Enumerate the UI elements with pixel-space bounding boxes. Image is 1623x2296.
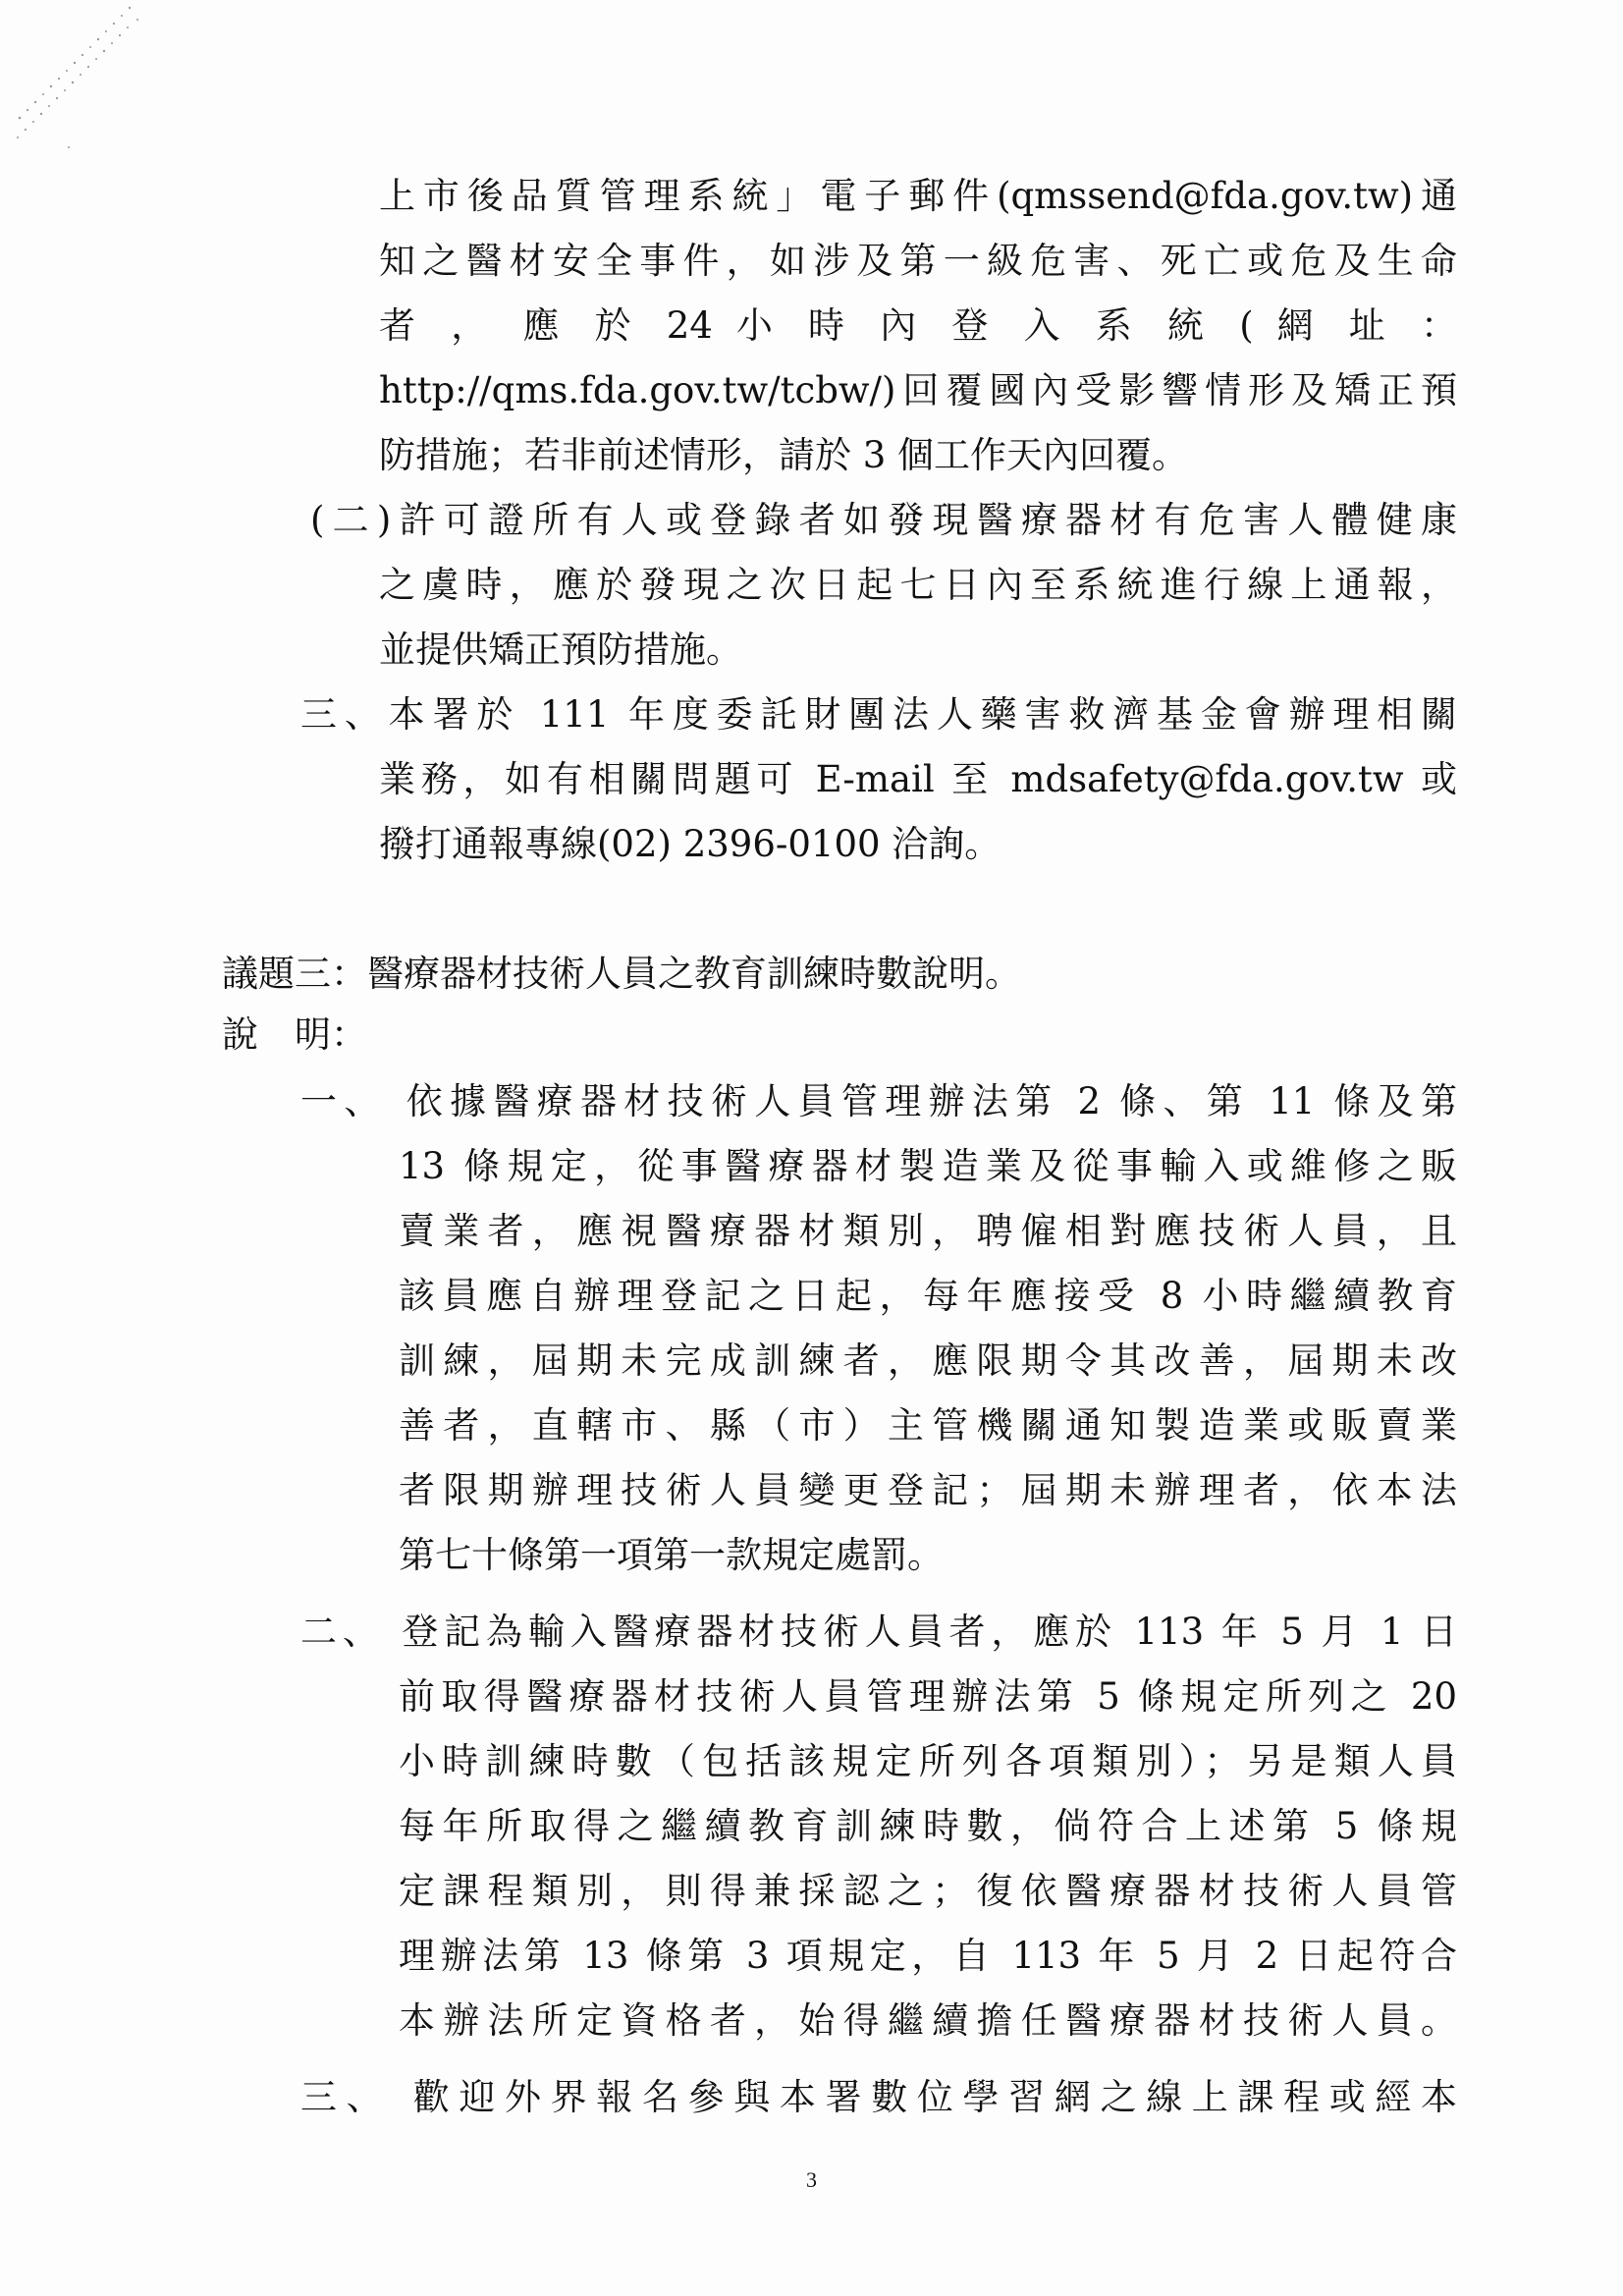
text-line: 者 ， 應 於 24 小 時 內 登 入 系 統 ( 網 址 ： (379, 304, 1457, 347)
text-line: 該員應自辦理登記之日起，每年應接受 8 小時繼續教育 (399, 1275, 1457, 1317)
text-line: 每年所取得之繼續教育訓練時數，倘符合上述第 5 條規 (399, 1805, 1457, 1847)
section-label: 說 明： (222, 1013, 367, 1056)
scan-artifact-icon (0, 0, 147, 157)
text-line: 三、本署於 111 年度委託財團法人藥害救濟基金會辦理相關 (300, 693, 1457, 736)
text-line: 小時訓練時數（包括該規定所列各項類別）；另是類人員 (399, 1740, 1457, 1782)
text-line: (二)許可證所有人或登錄者如發現醫療器材有危害人體健康 (310, 499, 1457, 541)
text-line: 定課程類別，則得兼採認之；復依醫療器材技術人員管 (399, 1870, 1457, 1912)
text-line: 第七十條第一項第一款規定處罰。 (399, 1534, 944, 1576)
text-line: 二、 登記為輸入醫療器材技術人員者，應於 113 年 5 月 1 日 (300, 1611, 1457, 1653)
text-line: 並提供矯正預防措施。 (379, 629, 742, 671)
text-line: 上市後品質管理系統」電子郵件(qmssend@fda.gov.tw)通 (379, 175, 1457, 217)
text-line: 前取得醫療器材技術人員管理辦法第 5 條規定所列之 20 (399, 1675, 1457, 1718)
text-line: 一、 依據醫療器材技術人員管理辦法第 2 條、第 11 條及第 (300, 1080, 1457, 1122)
text-line: http://qms.fda.gov.tw/tcbw/)回覆國內受影響情形及矯正預 (379, 369, 1457, 411)
text-line: 本辦法所定資格者，始得繼續擔任醫療器材技術人員。 (399, 1999, 1457, 2042)
text-line: 13 條規定，從事醫療器材製造業及從事輸入或維修之販 (399, 1145, 1457, 1187)
text-line: 業務，如有相關問題可 E-mail 至 mdsafety@fda.gov.tw 或 (379, 758, 1457, 800)
text-line: 知之醫材安全事件，如涉及第一級危害、死亡或危及生命 (379, 240, 1457, 282)
text-line: 防措施；若非前述情形，請於 3 個工作天內回覆。 (379, 434, 1189, 476)
text-line: 者限期辦理技術人員變更登記；屆期未辦理者，依本法 (399, 1469, 1457, 1511)
text-line: 訓練，屆期未完成訓練者，應限期令其改善，屆期未改 (399, 1339, 1457, 1382)
text-line: 之虞時，應於發現之次日起七日內至系統進行線上通報， (379, 564, 1457, 606)
section-heading: 議題三：醫療器材技術人員之教育訓練時數說明。 (222, 953, 1021, 995)
text-line: 三、 歡迎外界報名參與本署數位學習網之線上課程或經本 (300, 2076, 1457, 2118)
text-line: 善者，直轄市、縣（市）主管機關通知製造業或販賣業 (399, 1404, 1457, 1447)
text-line: 理辦法第 13 條第 3 項規定，自 113 年 5 月 2 日起符合 (399, 1935, 1457, 1977)
text-line: 賣業者，應視醫療器材類別，聘僱相對應技術人員，且 (399, 1210, 1457, 1252)
page-number: 3 (806, 2167, 817, 2192)
text-line: 撥打通報專線(02) 2396-0100 洽詢。 (379, 823, 1001, 865)
